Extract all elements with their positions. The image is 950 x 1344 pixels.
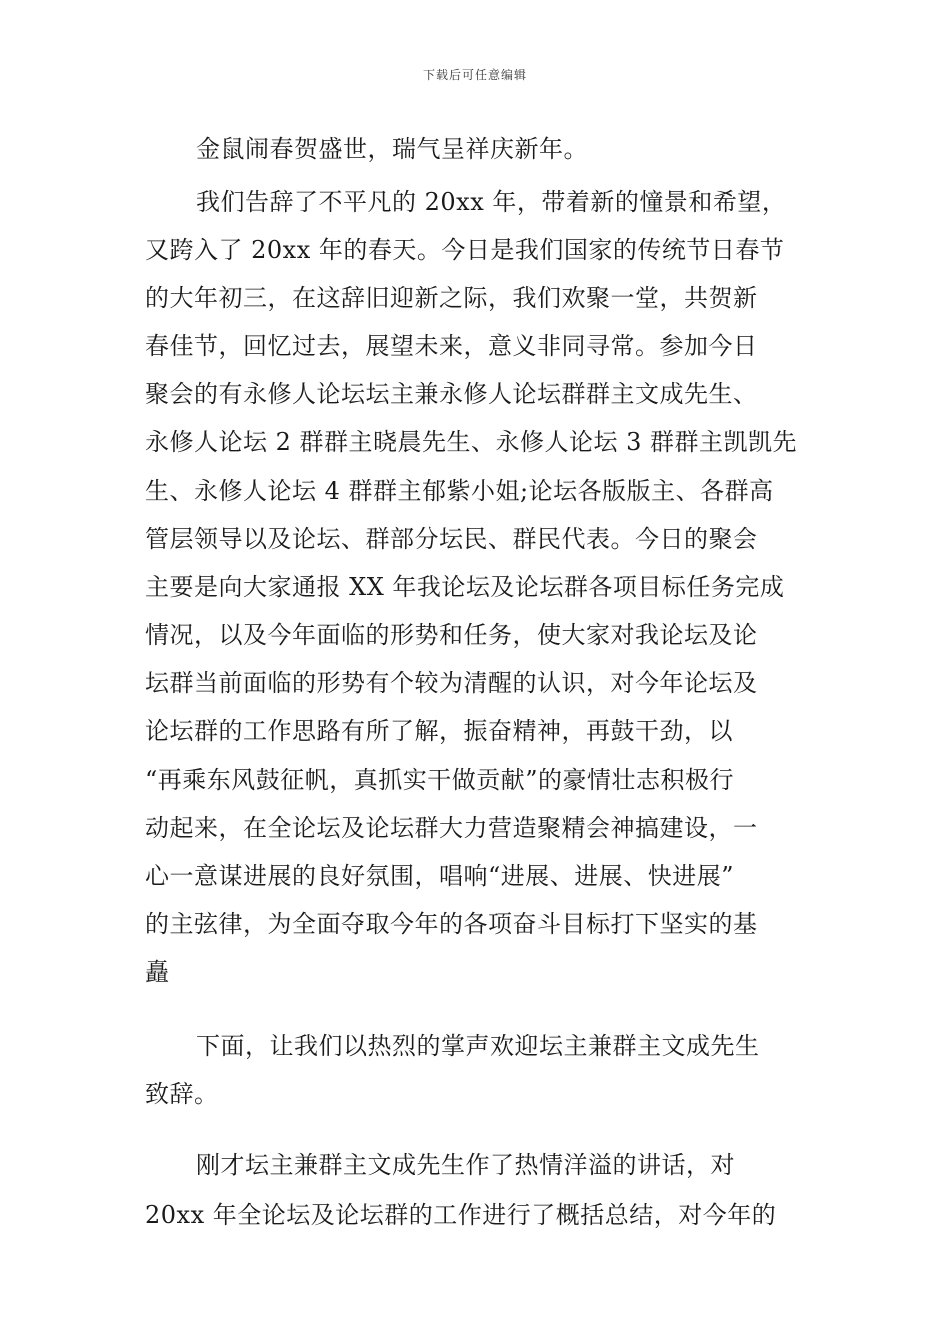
text-line: 主要是向大家通报 XX 年我论坛及论坛群各项目标任务完成 <box>145 573 785 601</box>
text-line: 春佳节，回忆过去，展望未来，意义非同寻常。参加今日 <box>145 332 758 360</box>
text-line: 下面，让我们以热烈的掌声欢迎坛主兼群主文成先生 <box>196 1032 760 1060</box>
text-line: 我们告辞了不平凡的 20xx 年，带着新的憧景和希望， <box>196 188 787 216</box>
text-line: 坛群当前面临的形势有个较为清醒的认识，对今年论坛及 <box>145 669 758 697</box>
header-note: 下载后可任意编辑 <box>422 68 527 82</box>
text-line: 矗 <box>145 958 170 986</box>
text-line: 20xx 年全论坛及论坛群的工作进行了概括总结，对今年的 <box>145 1201 777 1229</box>
text-line: 聚会的有永修人论坛坛主兼永修人论坛群群主文成先生、 <box>145 380 758 408</box>
text-line: 情况，以及今年面临的形势和任务，使大家对我论坛及论 <box>145 621 758 649</box>
text-line: 永修人论坛 2 群群主晓晨先生、永修人论坛 3 群群主凯凯先 <box>145 428 798 456</box>
text-line: 刚才坛主兼群主文成先生作了热情洋溢的讲话，对 <box>196 1151 735 1179</box>
text-line: 致辞。 <box>145 1080 219 1108</box>
text-line: 动起来，在全论坛及论坛群大力营造聚精会神搞建设，一 <box>145 814 758 842</box>
text-line: 心一意谋进展的良好氛围，唱响“进展、进展、快进展” <box>145 862 735 890</box>
text-line: 又跨入了 20xx 年的春天。今日是我们国家的传统节日春节 <box>145 236 785 264</box>
text-line: 生、永修人论坛 4 群群主郁紫小姐;论坛各版版主、各群高 <box>145 477 774 505</box>
text-line: 的大年初三，在这辞旧迎新之际，我们欢聚一堂，共贺新 <box>145 284 758 312</box>
text-line: “再乘东风鼓征帆，真抓实干做贡献”的豪情壮志积极行 <box>145 766 735 794</box>
text-line: 的主弦律，为全面夺取今年的各项奋斗目标打下坚实的基 <box>145 910 758 938</box>
text-line: 管层领导以及论坛、群部分坛民、群民代表。今日的聚会 <box>145 525 758 553</box>
text-line: 金鼠闹春贺盛世，瑞气呈祥庆新年。 <box>196 135 588 163</box>
text-line: 论坛群的工作思路有所了解，振奋精神，再鼓干劲，以 <box>145 717 733 745</box>
